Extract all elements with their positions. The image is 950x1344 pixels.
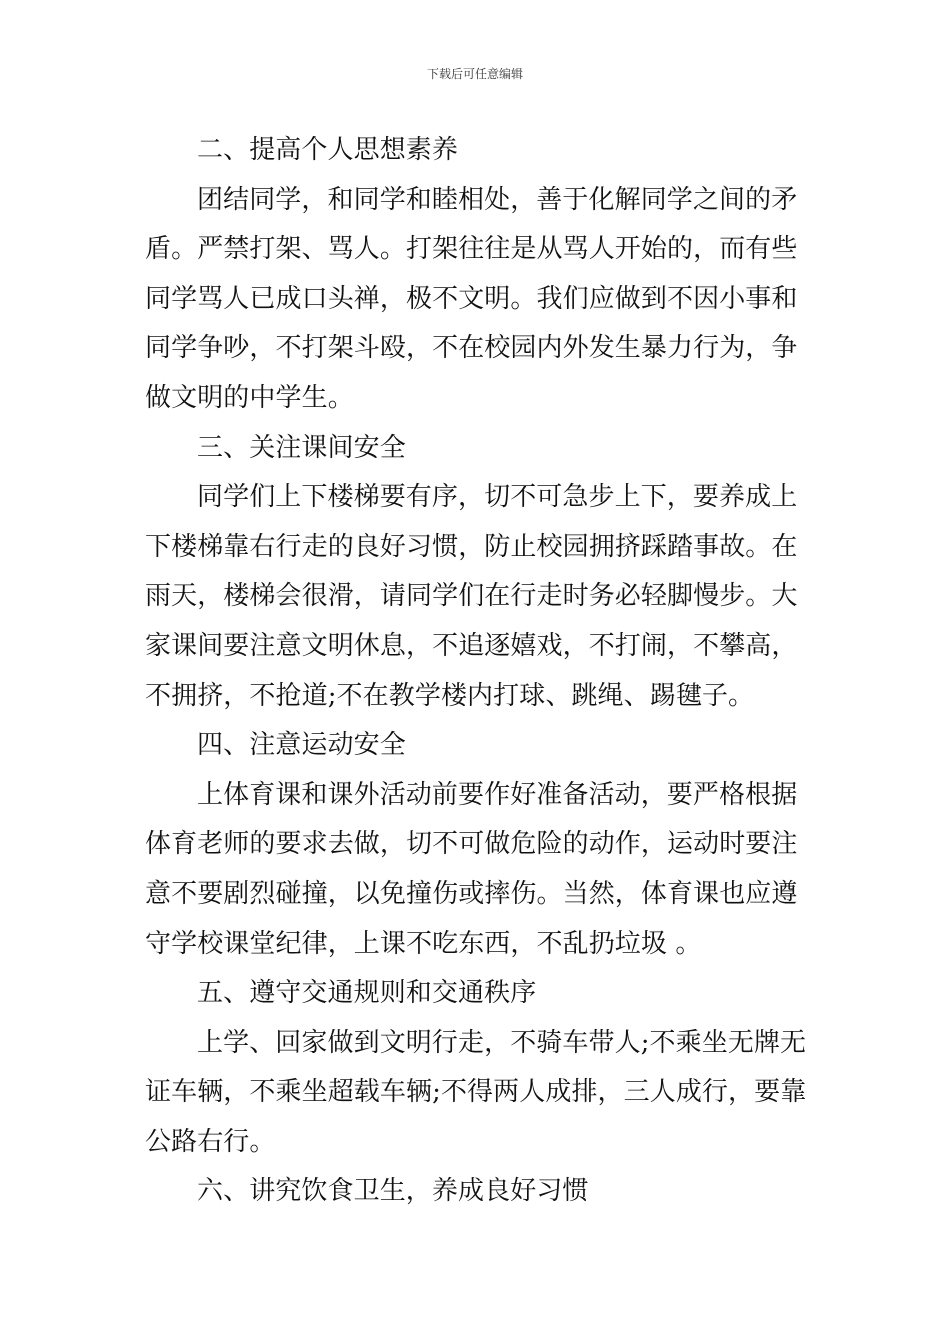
paragraph-line: 体育老师的要求去做，切不可做危险的动作，运动时要注 bbox=[145, 829, 798, 860]
paragraph-line: 雨天，楼梯会很滑，请同学们在行走时务必轻脚慢步。大 bbox=[145, 581, 798, 612]
section-heading: 三、关注课间安全 bbox=[197, 432, 406, 463]
paragraph-line: 上体育课和课外活动前要作好准备活动，要严格根据 bbox=[197, 779, 798, 810]
paragraph-line: 团结同学，和同学和睦相处，善于化解同学之间的矛 bbox=[197, 184, 798, 215]
paragraph-line: 同学骂人已成口头禅，极不文明。我们应做到不因小事和 bbox=[145, 283, 798, 314]
paragraph-line: 守学校课堂纪律，上课不吃东西，不乱扔垃圾 。 bbox=[145, 928, 702, 959]
paragraph-line: 盾。严禁打架、骂人。打架往往是从骂人开始的，而有些 bbox=[145, 234, 798, 265]
paragraph-line: 证车辆，不乘坐超载车辆;不得两人成排，三人成行，要靠 bbox=[145, 1077, 807, 1108]
paragraph-line: 上学、回家做到文明行走，不骑车带人;不乘坐无牌无 bbox=[197, 1027, 807, 1058]
paragraph-line: 不拥挤，不抢道;不在教学楼内打球、跳绳、踢毽子。 bbox=[145, 680, 755, 711]
section-heading: 二、提高个人思想素养 bbox=[197, 135, 459, 165]
paragraph-line: 家课间要注意文明休息，不追逐嬉戏，不打闹，不攀高， bbox=[145, 630, 798, 661]
document-body bbox=[145, 126, 807, 1217]
header-note: 下载后可任意编辑 bbox=[426, 67, 523, 81]
section-heading: 六、讲究饮食卫生，养成良好习惯 bbox=[197, 1176, 589, 1207]
paragraph-line: 意不要剧烈碰撞，以免撞伤或摔伤。当然，体育课也应遵 bbox=[145, 878, 798, 909]
paragraph-line: 同学们上下楼梯要有序，切不可急步上下，要养成上 bbox=[197, 482, 798, 513]
paragraph-line: 做文明的中学生。 bbox=[145, 382, 354, 413]
paragraph-line: 同学争吵，不打架斗殴，不在校园内外发生暴力行为，争 bbox=[145, 333, 798, 364]
section-heading: 四、注意运动安全 bbox=[197, 730, 406, 761]
paragraph-line: 公路右行。 bbox=[145, 1126, 276, 1157]
section-heading: 五、遵守交通规则和交通秩序 bbox=[197, 978, 537, 1009]
paragraph-line: 下楼梯靠右行走的良好习惯，防止校园拥挤踩踏事故。在 bbox=[145, 531, 798, 562]
